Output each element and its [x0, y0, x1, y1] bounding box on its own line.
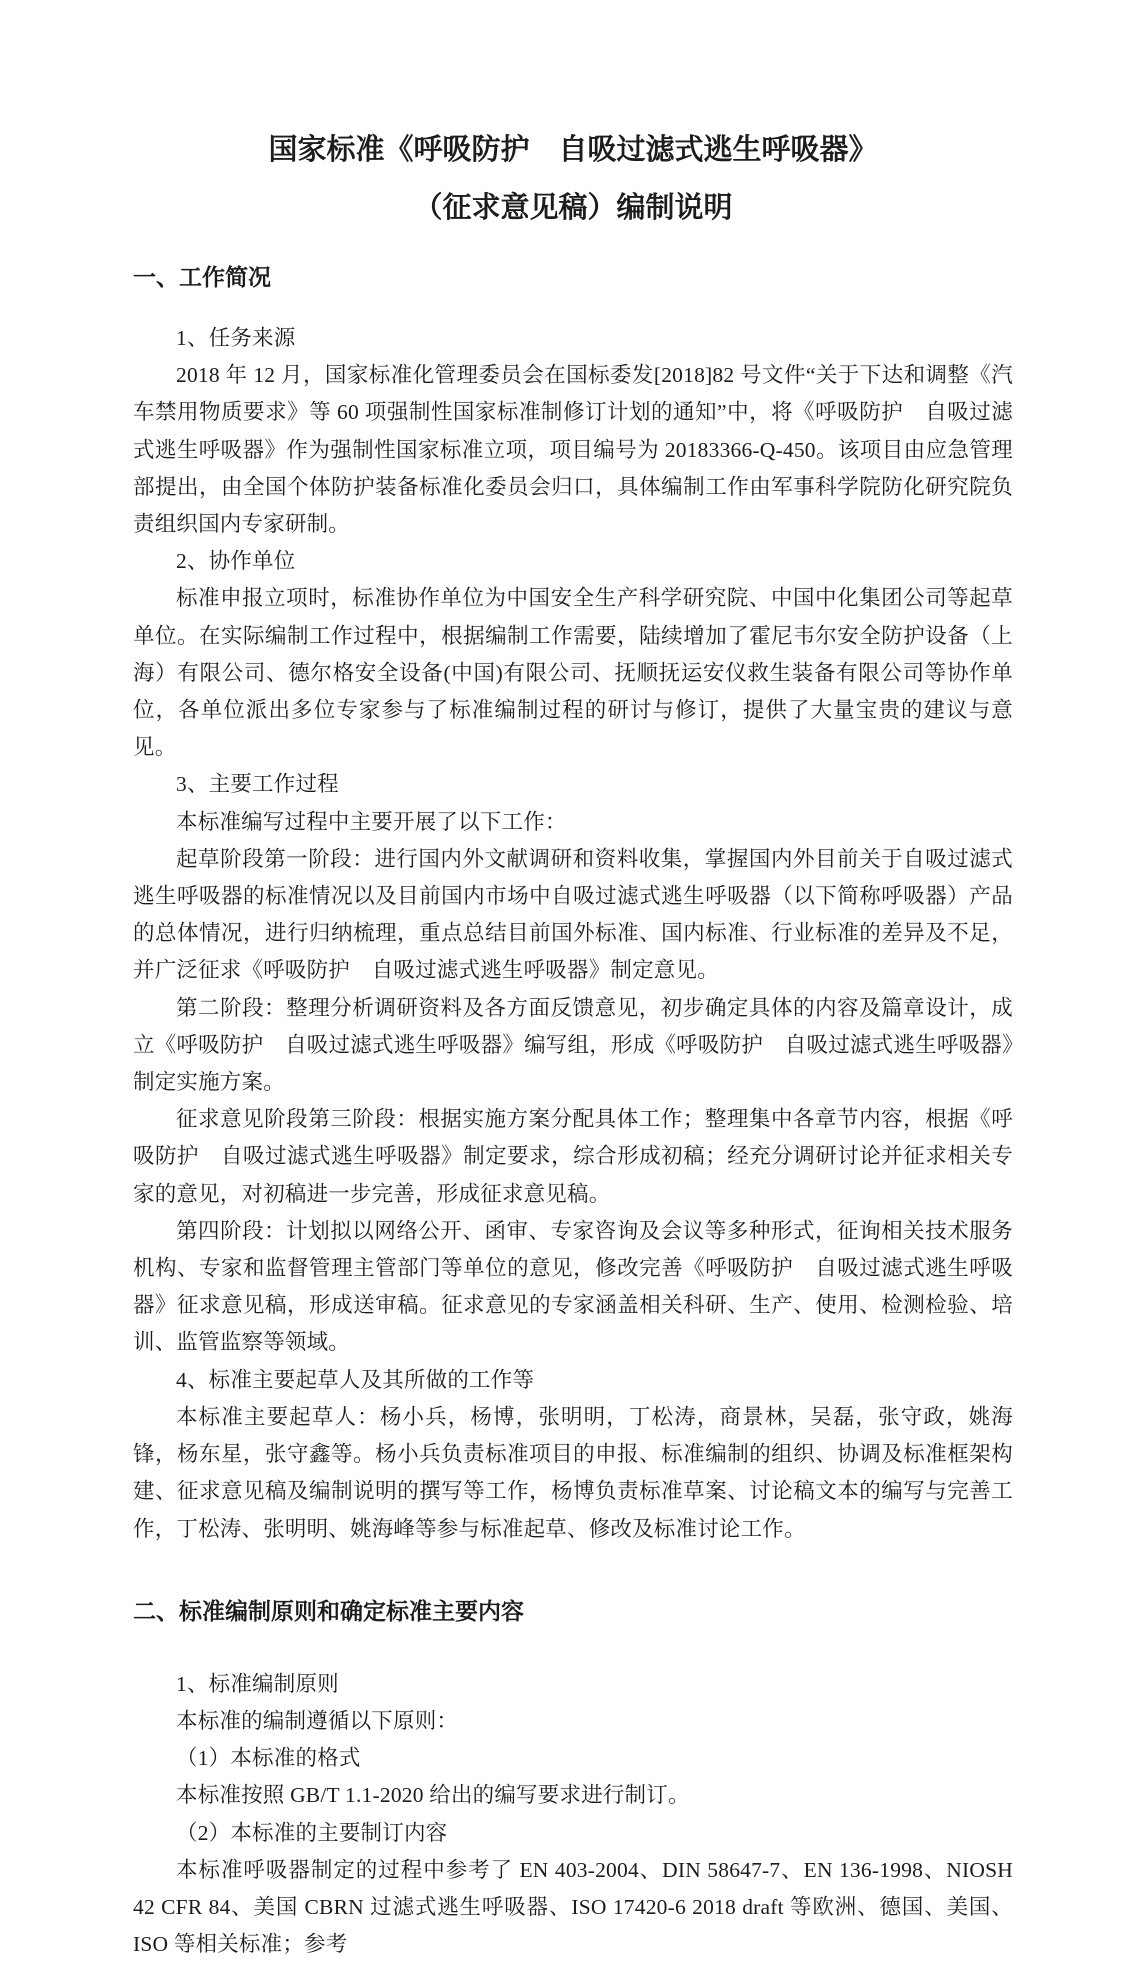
- paragraph-stage-1: 起草阶段第一阶段：进行国内外文献调研和资料收集，掌握国内外目前关于自吸过滤式逃生呼吸器的标准情况以及目前国内市场中自吸过滤式逃生呼吸器（以下简称呼吸器）产品的总体情况，进行归纳梳理，重点总结目前国外标准、国内标准、行业标准的差异及不足，并广泛征求《呼吸防护 自吸过滤式逃生呼吸器》制定意见。: [133, 846, 1013, 983]
- paragraph-drafters: 本标准主要起草人：杨小兵，杨博，张明明，丁松涛，商景林，吴磊，张守政，姚海锋，杨东星，张守鑫等。杨小兵负责标准项目的申报、标准编制的组织、协调及标准框架构建、征求意见稿及编制说明的撰写等工作，杨博负责标准草案、讨论稿文本的编写与完善工作，丁松涛、张明明、姚海峰等参与标准起草、修改及标准讨论工作。: [133, 1404, 1013, 1541]
- paragraph-format: 本标准按照 GB/T 1.1-2020 给出的编写要求进行制订。: [176, 1783, 690, 1808]
- sub-heading-main-content: （2）本标准的主要制订内容: [176, 1820, 448, 1845]
- paragraph-task-source: 2018 年 12 月，国家标准化管理委员会在国标委发[2018]82 号文件“关于下达和调整《汽车禁用物质要求》等 60 项强制性国家标准制修订计划的通知”中，将《呼吸防护 自吸过滤式逃生呼吸器》作为强制性国家标准立项，项目编号为 20183366-Q-450。该项目由应急管理部提出，由全国个体防护装备标准化委员会归口，具体编制工作由军事科学院防化研究院负责组织国内专家研制。: [133, 363, 1013, 537]
- sub-heading-principles: 1、标准编制原则: [176, 1671, 339, 1696]
- sub-heading-format: （1）本标准的格式: [176, 1746, 361, 1771]
- sub-heading-collaborators: 2、协作单位: [176, 549, 296, 574]
- section-2-heading: 二、标准编制原则和确定标准主要内容: [133, 1597, 524, 1624]
- section-2-body: [133, 1666, 1013, 1963]
- paragraph-collaborators: 标准申报立项时，标准协作单位为中国安全生产科学研究院、中国中化集团公司等起草单位。在实际编制工作过程中，根据编制工作需要，陆续增加了霍尼韦尔安全防护设备（上海）有限公司、德尔格安全设备(中国)有限公司、抚顺抚运安仪救生装备有限公司等协作单位，各单位派出多位专家参与了标准编制过程的研讨与修订，提供了大量宝贵的建议与意见。: [133, 586, 1013, 760]
- doc-title: 国家标准《呼吸防护 自吸过滤式逃生呼吸器》: [268, 134, 878, 166]
- sub-heading-drafters: 4、标准主要起草人及其所做的工作等: [176, 1367, 535, 1392]
- paragraph-principles-intro: 本标准的编制遵循以下原则：: [176, 1708, 459, 1733]
- doc-subtitle: （征求意见稿）编制说明: [413, 192, 733, 224]
- paragraph-stage-4: 第四阶段：计划拟以网络公开、函审、专家咨询及会议等多种形式，征询相关技术服务机构、专家和监督管理主管部门等单位的意见，修改完善《呼吸防护 自吸过滤式逃生呼吸器》征求意见稿，形成送审稿。征求意见的专家涵盖相关科研、生产、使用、检测检验、培训、监管监察等领域。: [133, 1218, 1013, 1355]
- paragraph-stage-3: 征求意见阶段第三阶段：根据实施方案分配具体工作；整理集中各章节内容，根据《呼吸防护 自吸过滤式逃生呼吸器》制定要求，综合形成初稿；经充分调研讨论并征求相关专家的意见，对初稿进一步完善，形成征求意见稿。: [133, 1107, 1013, 1206]
- section-1-heading: 一、工作简况: [133, 264, 271, 290]
- section-1-body: [133, 320, 1013, 1548]
- sub-heading-task-source: 1、任务来源: [176, 326, 296, 350]
- sub-heading-work-process: 3、主要工作过程: [176, 772, 339, 797]
- paragraph-work-intro: 本标准编写过程中主要开展了以下工作：: [176, 809, 567, 834]
- paragraph-stage-2: 第二阶段：整理分析调研资料及各方面反馈意见，初步确定具体的内容及篇章设计，成立《呼吸防护 自吸过滤式逃生呼吸器》编写组，形成《呼吸防护 自吸过滤式逃生呼吸器》制定实施方案。: [133, 995, 1013, 1095]
- paragraph-references: 本标准呼吸器制定的过程中参考了 EN 403-2004、DIN 58647-7、EN 136-1998、NIOSH 42 CFR 84、美国 CBRN 过滤式逃生呼吸器、ISO 17420-6 2018 draft 等欧洲、德国、美国、ISO 等相关标准；参考: [133, 1857, 1013, 1957]
